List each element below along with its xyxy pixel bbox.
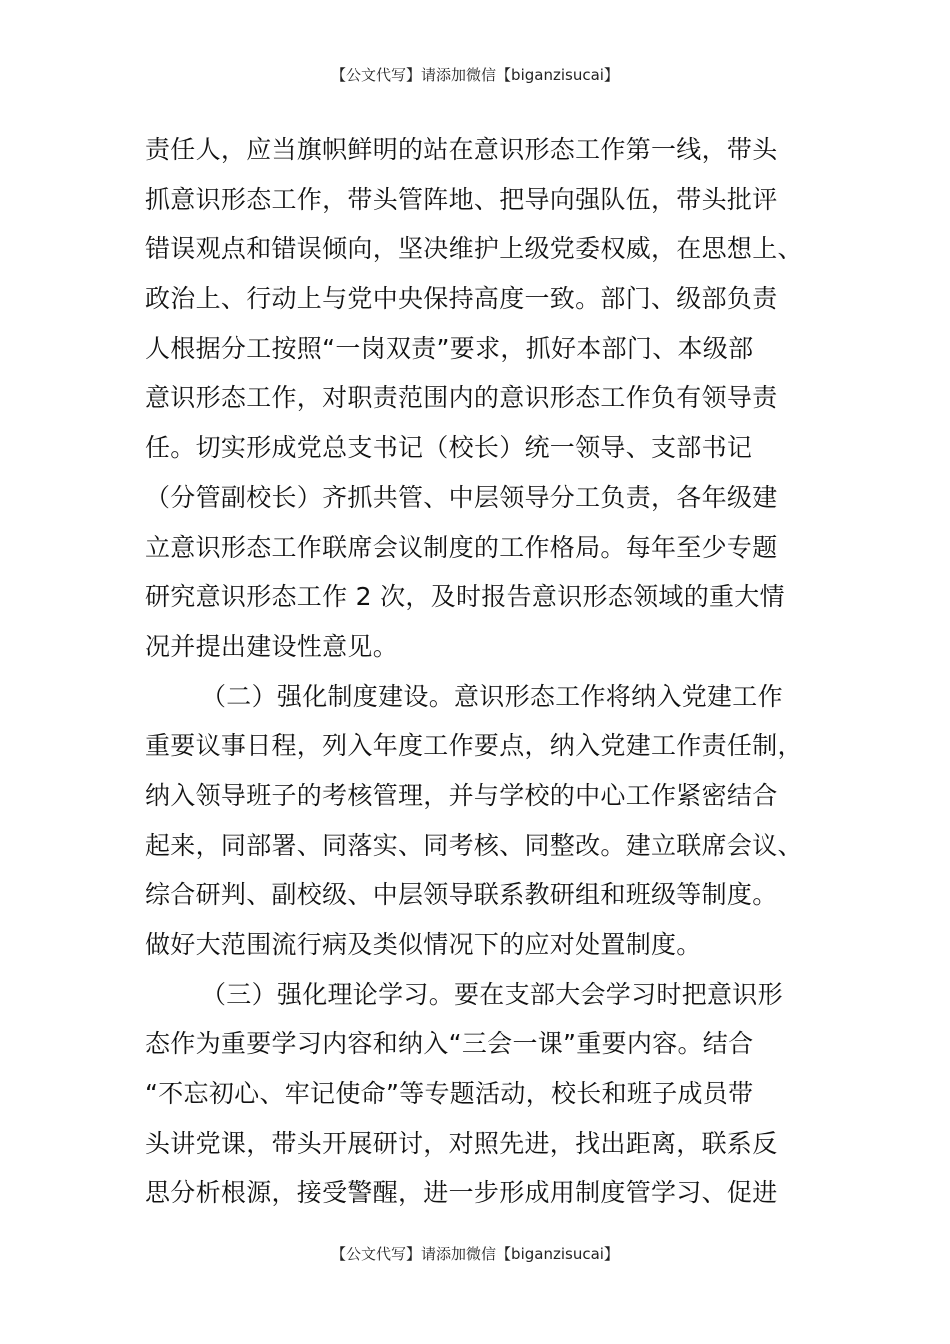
section-heading-line: （三）强化理论学习。要在支部大会学习时把意识形 [201, 979, 783, 1009]
page-footer: 【公文代写】请添加微信【biganzisucai】 [331, 1245, 619, 1263]
text-line: 错误观点和错误倾向，坚决维护上级党委权威，在思想上、 [145, 234, 803, 264]
text-line: 况并提出建设性意见。 [145, 631, 399, 661]
text-line: 头讲党课，带头开展研讨，对照先进，找出距离，联系反 [145, 1128, 778, 1158]
text-line: 重要议事日程，列入年度工作要点，纳入党建工作责任制， [145, 731, 803, 761]
text-line: 纳入领导班子的考核管理，并与学校的中心工作紧密结合 [145, 780, 778, 810]
text-line: 抓意识形态工作，带头管阵地、把导向强队伍，带头批评 [145, 184, 778, 214]
text-line: 立意识形态工作联席会议制度的工作格局。每年至少专题 [145, 532, 778, 562]
text-line: （分管副校长）齐抓共管、中层领导分工负责，各年级建 [145, 482, 778, 512]
document-body [145, 125, 815, 1218]
text-line: 人根据分工按照“一岗双责”要求，抓好本部门、本级部 [145, 333, 754, 363]
text-line: 起来，同部署、同落实、同考核、同整改。建立联席会议、 [145, 830, 803, 860]
text-line: “不忘初心、牢记使命”等专题活动，校长和班子成员带 [145, 1079, 754, 1109]
text-line: 责任人，应当旗帜鲜明的站在意识形态工作第一线，带头 [145, 135, 778, 164]
text-line: 态作为重要学习内容和纳入“三会一课”重要内容。结合 [145, 1029, 754, 1059]
text-line: 综合研判、副校级、中层领导联系教研组和班级等制度。 [145, 880, 778, 910]
text-line: 思分析根源，接受警醒，进一步形成用制度管学习、促进 [145, 1178, 778, 1208]
text-line: 任。切实形成党总支书记（校长）统一领导、支部书记 [145, 433, 753, 463]
section-heading-line: （二）强化制度建设。意识形态工作将纳入党建工作 [201, 681, 783, 711]
text-line: 政治上、行动上与党中央保持高度一致。部门、级部负责 [145, 284, 778, 314]
text-line: 做好大范围流行病及类似情况下的应对处置制度。 [145, 930, 702, 959]
text-line: 研究意识形态工作 2 次，及时报告意识形态领域的重大情 [145, 582, 785, 612]
text-line: 意识形态工作，对职责范围内的意识形态工作负有领导责 [145, 383, 778, 413]
page-header: 【公文代写】请添加微信【biganzisucai】 [331, 66, 619, 84]
